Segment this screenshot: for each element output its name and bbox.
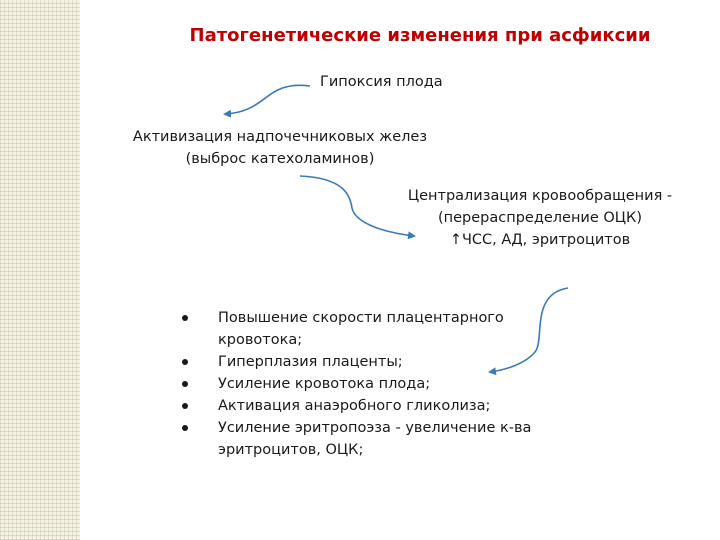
effects-list	[175, 307, 535, 461]
node-central-line2: (перераспределение ОЦК)	[437, 210, 643, 226]
list-item: Усиление эритропоэза - увеличение к-ва эритроцитов, ОЦК;	[175, 417, 535, 461]
node-central-line3: ↑ЧСС, АД, эритроцитов	[449, 232, 631, 248]
node-central-line1: Централизация кровообращения -	[407, 188, 673, 204]
bullet-dot-icon	[182, 381, 188, 387]
slide-title: Патогенетические изменения при асфиксии	[189, 25, 651, 46]
bullet-dot-icon	[182, 403, 188, 409]
list-item: Гиперплазия плаценты;	[175, 351, 535, 373]
arrow-hypoxia-to-adrenal	[225, 85, 310, 114]
list-item: Усиление кровотока плода;	[175, 373, 535, 395]
bullet-dot-icon	[182, 315, 188, 321]
node-hypoxia: Гипоксия плода	[320, 74, 443, 90]
list-item: Повышение скорости плацентарного кровотока;	[175, 307, 535, 351]
bullet-dot-icon	[182, 359, 188, 365]
bullet-dot-icon	[182, 425, 188, 431]
list-item: Активация анаэробного гликолиза;	[175, 395, 535, 417]
arrow-adrenal-to-central	[300, 176, 414, 236]
node-adrenal-line2: (выброс катехоламинов)	[185, 151, 375, 167]
node-adrenal-line1: Активизация надпочечниковых желез	[132, 129, 428, 145]
